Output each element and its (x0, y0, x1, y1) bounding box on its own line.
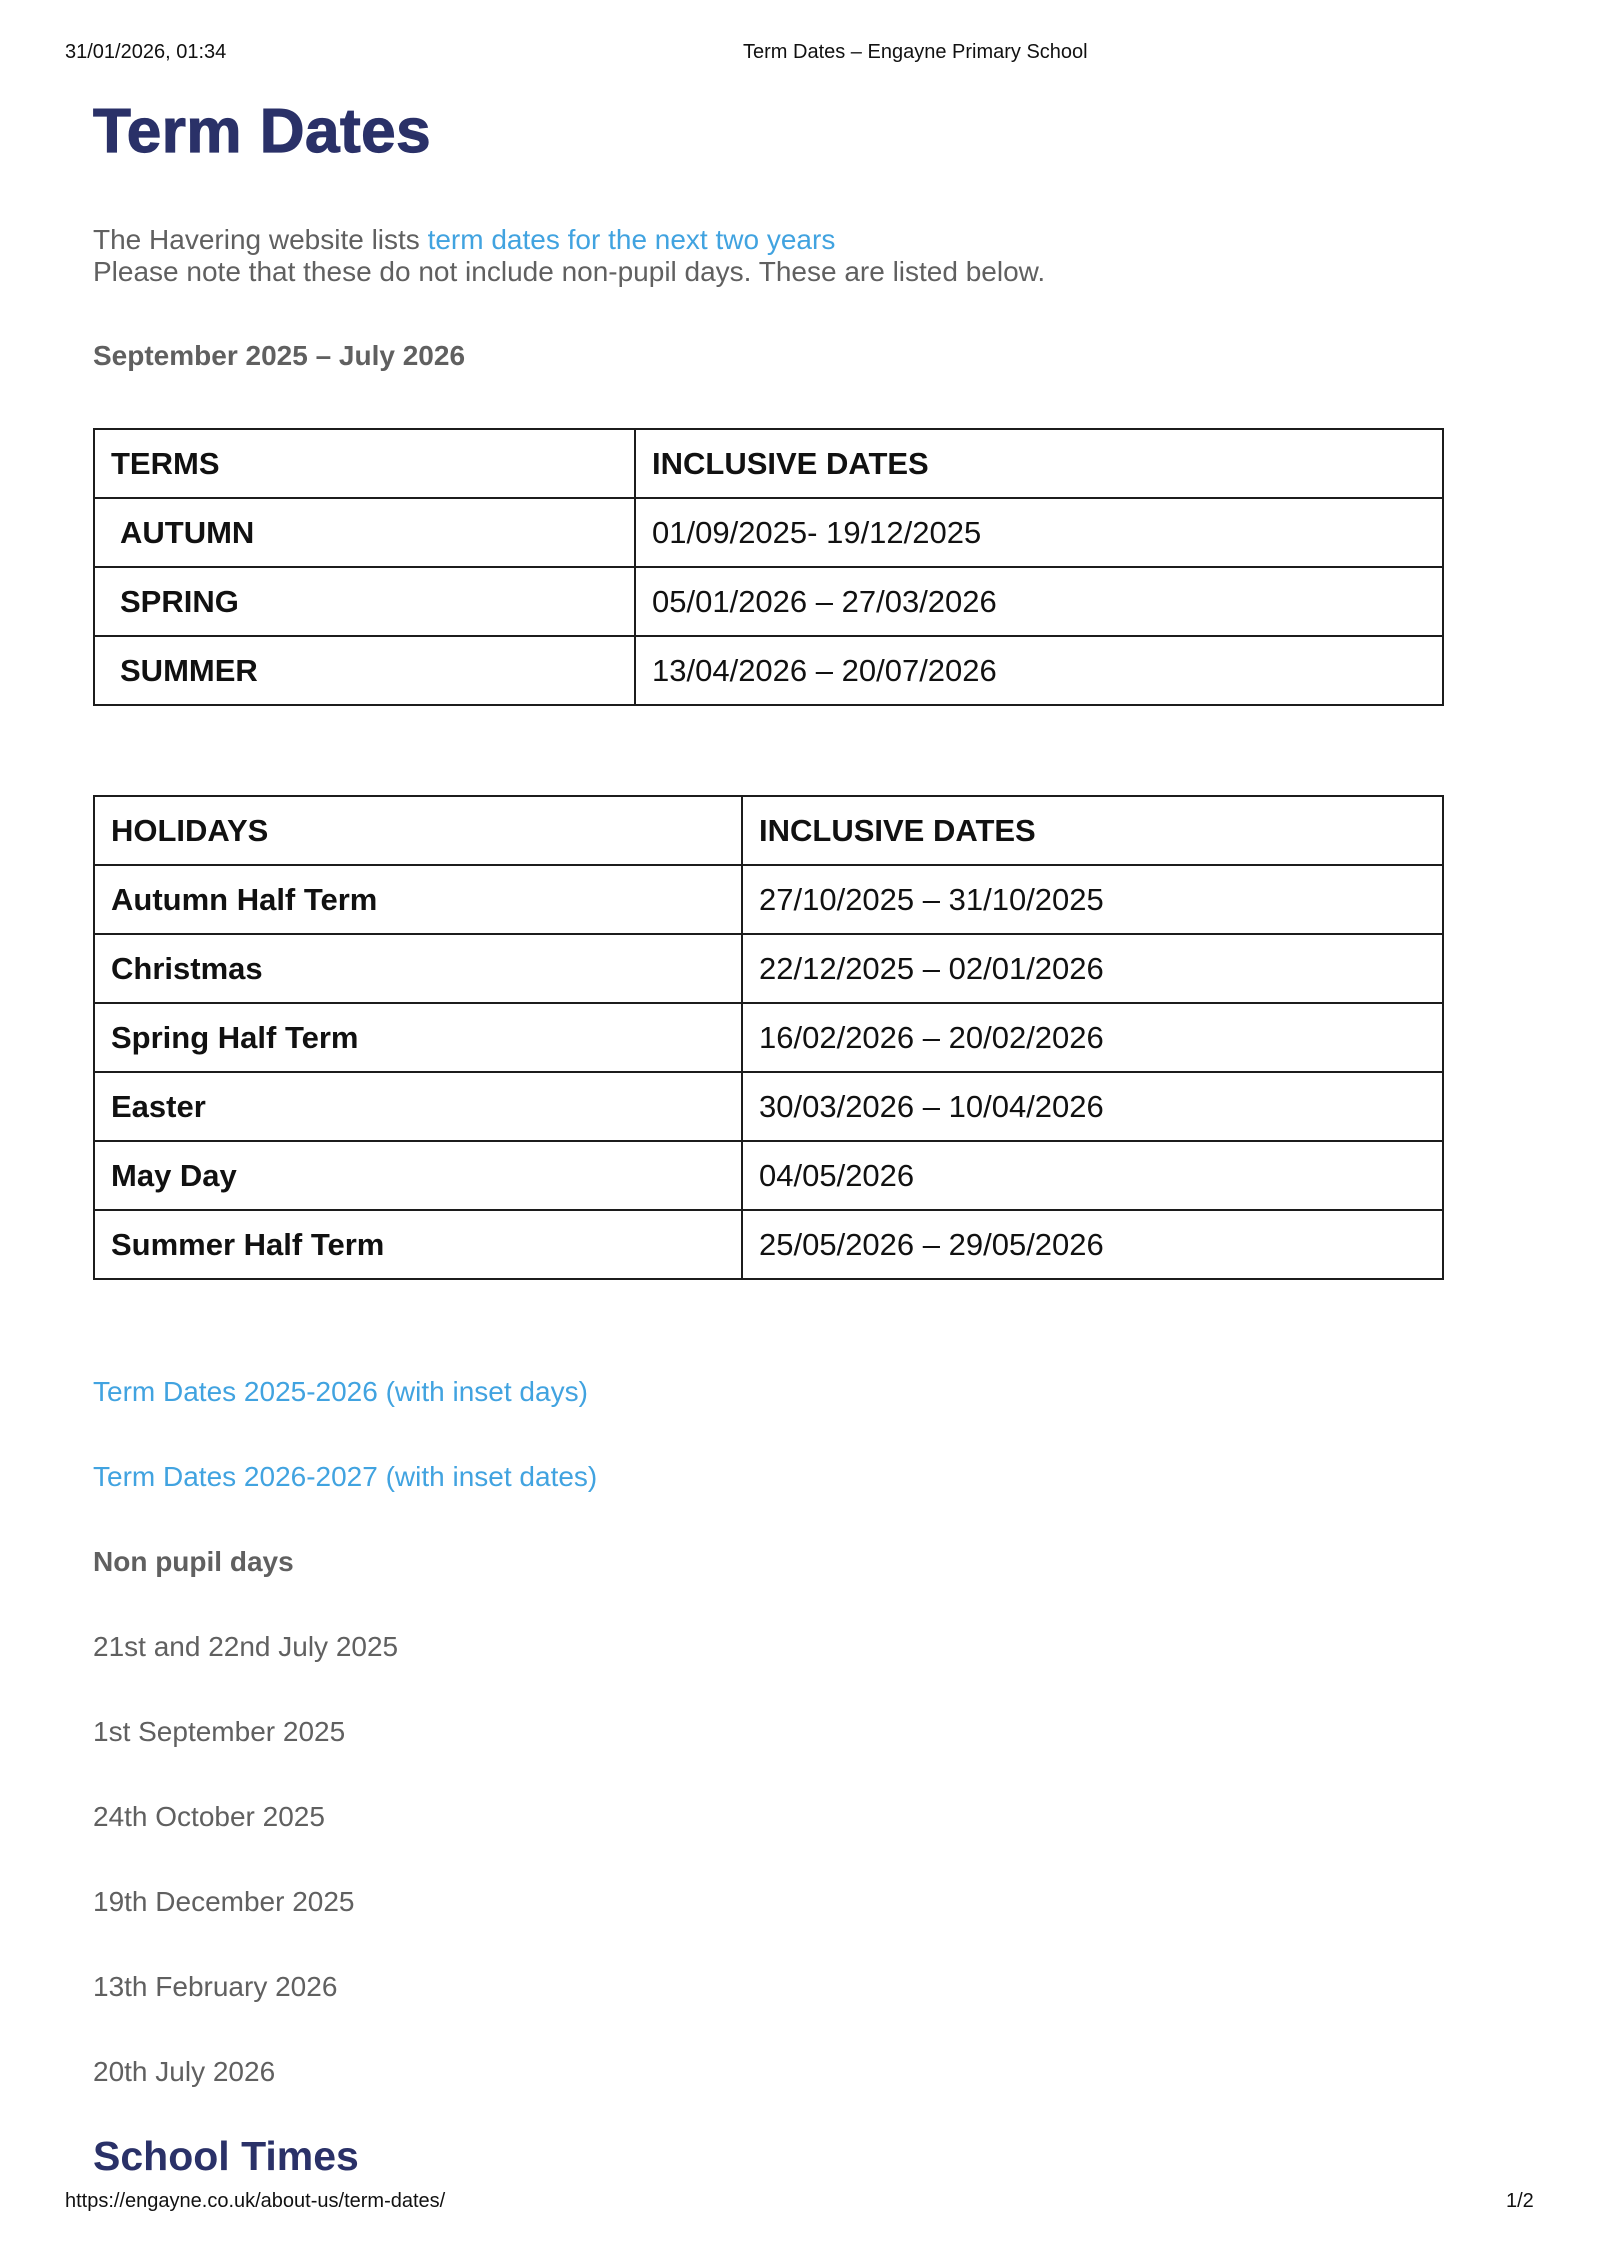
print-footer-url: https://engayne.co.uk/about-us/term-dates/ (65, 2190, 446, 2212)
list-item: 20th July 2026 (93, 2056, 276, 2087)
list-item: 19th December 2025 (93, 1886, 355, 1917)
intro-text: The Havering website lists (93, 224, 428, 255)
table-row (94, 567, 1443, 636)
term-dates-2025-2026-paragraph (93, 1376, 588, 1408)
holidays-table (93, 795, 1444, 1280)
holiday-dates: 22/12/2025 – 02/01/2026 (742, 934, 1443, 1003)
academic-year-heading: September 2025 – July 2026 (93, 340, 466, 371)
term-dates: 05/01/2026 – 27/03/2026 (635, 567, 1443, 636)
term-name: SUMMER (94, 636, 635, 705)
table-row (94, 934, 1443, 1003)
term-dates-2025-2026-link[interactable]: Term Dates 2025-2026 (with inset days) (93, 1376, 588, 1407)
holiday-name: Spring Half Term (94, 1003, 742, 1072)
term-name: SPRING (94, 567, 635, 636)
table-row (94, 1141, 1443, 1210)
print-header-datetime: 31/01/2026, 01:34 (65, 41, 227, 63)
school-times-heading: School Times (93, 2133, 359, 2179)
list-item: 24th October 2025 (93, 1801, 325, 1832)
holiday-name: Easter (94, 1072, 742, 1141)
column-header-inclusive-dates: INCLUSIVE DATES (635, 429, 1443, 498)
intro-note: Please note that these do not include non-pupil days. These are listed below. (93, 256, 1046, 287)
term-dates: 13/04/2026 – 20/07/2026 (635, 636, 1443, 705)
term-dates: 01/09/2025- 19/12/2025 (635, 498, 1443, 567)
page-title: Term Dates (93, 97, 432, 166)
list-item: 13th February 2026 (93, 1971, 338, 2002)
havering-term-dates-link[interactable]: term dates for the next two years (427, 224, 836, 255)
table-row (94, 636, 1443, 705)
non-pupil-days-heading: Non pupil days (93, 1546, 294, 1577)
holiday-name: Autumn Half Term (94, 865, 742, 934)
term-name: AUTUMN (94, 498, 635, 567)
column-header-inclusive-dates: INCLUSIVE DATES (742, 796, 1443, 865)
list-item: 1st September 2025 (93, 1716, 346, 1747)
column-header-holidays: HOLIDAYS (94, 796, 742, 865)
list-item: 21st and 22nd July 2025 (93, 1631, 399, 1662)
holiday-dates: 27/10/2025 – 31/10/2025 (742, 865, 1443, 934)
holiday-dates: 30/03/2026 – 10/04/2026 (742, 1072, 1443, 1141)
table-row (94, 865, 1443, 934)
terms-table (93, 428, 1444, 706)
holiday-name: Summer Half Term (94, 1210, 742, 1279)
non-pupil-days-list (93, 1631, 398, 2141)
holiday-name: May Day (94, 1141, 742, 1210)
holidays-table-header (94, 796, 1443, 865)
holiday-name: Christmas (94, 934, 742, 1003)
table-row (94, 1210, 1443, 1279)
table-row (94, 1003, 1443, 1072)
print-header-title: Term Dates – Engayne Primary School (743, 41, 1088, 63)
holiday-dates: 04/05/2026 (742, 1141, 1443, 1210)
intro-paragraph (93, 224, 1045, 288)
term-dates-2026-2027-paragraph (93, 1461, 597, 1493)
terms-table-header (94, 429, 1443, 498)
print-footer-page-number: 1/2 (1506, 2190, 1534, 2212)
table-row (94, 1072, 1443, 1141)
table-row (94, 498, 1443, 567)
term-dates-2026-2027-link[interactable]: Term Dates 2026-2027 (with inset dates) (93, 1461, 598, 1492)
holiday-dates: 16/02/2026 – 20/02/2026 (742, 1003, 1443, 1072)
holiday-dates: 25/05/2026 – 29/05/2026 (742, 1210, 1443, 1279)
column-header-terms: TERMS (94, 429, 635, 498)
